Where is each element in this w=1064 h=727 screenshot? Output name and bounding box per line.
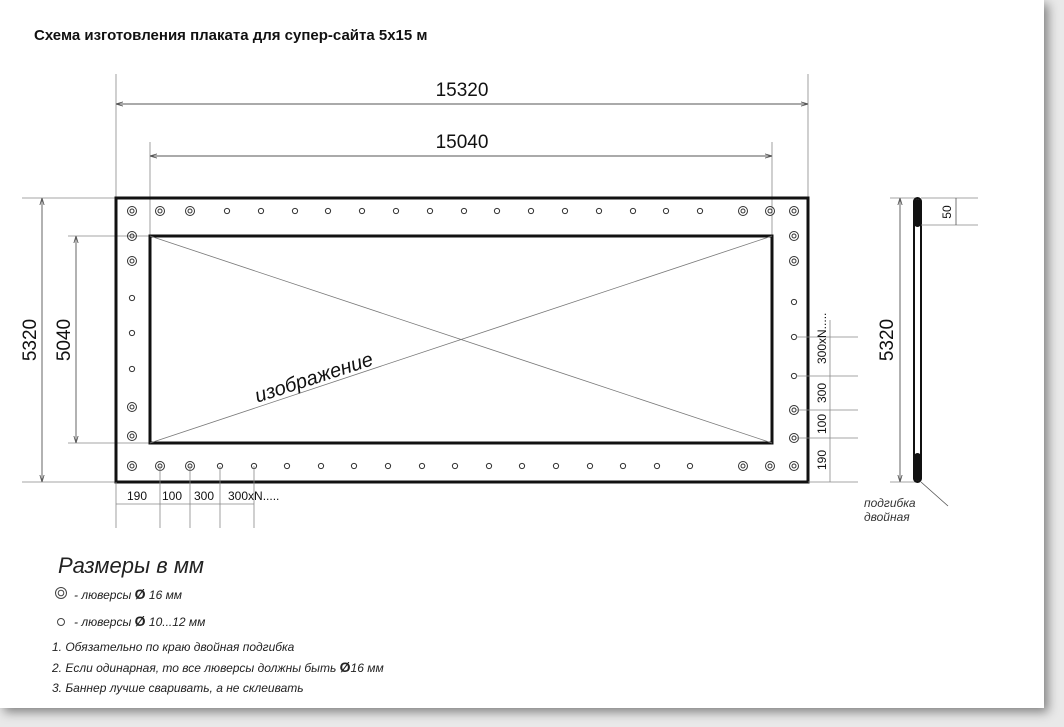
small-grommet bbox=[452, 463, 457, 468]
note-2 bbox=[52, 657, 384, 678]
large-grommet bbox=[128, 207, 137, 216]
large-grommet bbox=[766, 462, 775, 471]
note-3: 3. Баннер лучше сваривать, а не склеивать bbox=[52, 681, 304, 695]
large-grommet bbox=[739, 207, 748, 216]
bottom-dim-100: 100 bbox=[161, 489, 183, 503]
side-height-label: 5320 bbox=[877, 318, 898, 362]
large-grommet bbox=[739, 462, 748, 471]
small-grommet bbox=[292, 208, 297, 213]
fold-note-line2: двойная bbox=[864, 510, 910, 524]
right-dim-300xn: 300xN..... bbox=[815, 312, 829, 364]
dimension-lines bbox=[42, 104, 808, 482]
small-grommet bbox=[654, 463, 659, 468]
large-grommet-text: - люверсы bbox=[74, 588, 132, 602]
small-grommet bbox=[663, 208, 668, 213]
extension-lines bbox=[22, 74, 808, 482]
diameter-sign: Ø bbox=[134, 613, 146, 629]
note-2-text: 2. Если одинарная, то все люверсы должны быть bbox=[52, 661, 337, 675]
large-grommet bbox=[766, 207, 775, 216]
side-fold-label: 50 bbox=[940, 205, 954, 219]
small-grommet bbox=[519, 463, 524, 468]
small-grommet bbox=[318, 463, 323, 468]
small-grommet bbox=[553, 463, 558, 468]
small-grommet-text: - люверсы bbox=[74, 615, 132, 629]
large-grommet bbox=[128, 432, 137, 441]
small-grommet bbox=[791, 334, 796, 339]
large-grommet bbox=[790, 232, 799, 241]
small-grommet bbox=[224, 208, 229, 213]
small-grommet bbox=[486, 463, 491, 468]
outer-height-label: 5320 bbox=[20, 318, 41, 362]
large-grommet bbox=[790, 207, 799, 216]
image-label: изображение bbox=[252, 348, 376, 408]
small-grommet bbox=[791, 299, 796, 304]
large-grommet bbox=[790, 257, 799, 266]
note-2-size: 16 мм bbox=[350, 661, 384, 675]
small-grommet bbox=[587, 463, 592, 468]
small-grommet bbox=[697, 208, 702, 213]
small-grommet-icon bbox=[54, 613, 68, 627]
large-grommet bbox=[186, 207, 195, 216]
small-grommet bbox=[494, 208, 499, 213]
small-grommet bbox=[620, 463, 625, 468]
right-dim-190: 190 bbox=[815, 449, 829, 471]
small-grommet bbox=[791, 373, 796, 378]
legend bbox=[52, 553, 384, 695]
large-grommet bbox=[128, 462, 137, 471]
small-grommet bbox=[258, 208, 263, 213]
bottom-dim-300: 300 bbox=[193, 489, 215, 503]
small-grommet bbox=[284, 463, 289, 468]
small-grommet bbox=[687, 463, 692, 468]
small-grommet bbox=[129, 366, 134, 371]
diameter-sign: Ø bbox=[339, 659, 351, 675]
small-grommet bbox=[419, 463, 424, 468]
small-grommet-size: 10...12 мм bbox=[148, 615, 206, 629]
inner-width-label: 15040 bbox=[435, 132, 489, 153]
page-title: Схема изготовления плаката для супер-сайта 5х15 м bbox=[34, 27, 428, 44]
small-grommet bbox=[359, 208, 364, 213]
fold-note-line1: подгибка bbox=[864, 496, 916, 510]
right-dim-100: 100 bbox=[815, 413, 829, 435]
large-grommet bbox=[128, 257, 137, 266]
small-grommet bbox=[630, 208, 635, 213]
small-grommet bbox=[393, 208, 398, 213]
bottom-dim-190: 190 bbox=[126, 489, 148, 503]
small-grommet bbox=[325, 208, 330, 213]
side-view bbox=[890, 198, 978, 506]
large-grommet-size: 16 мм bbox=[148, 588, 183, 602]
small-grommet bbox=[385, 463, 390, 468]
inner-height-label: 5040 bbox=[54, 318, 75, 362]
right-dim-300: 300 bbox=[815, 382, 829, 404]
small-grommet bbox=[129, 330, 134, 335]
large-grommet bbox=[156, 207, 165, 216]
bottom-dim-300xn: 300xN..... bbox=[228, 489, 280, 503]
large-grommet bbox=[128, 403, 137, 412]
small-grommet bbox=[528, 208, 533, 213]
small-grommet bbox=[427, 208, 432, 213]
note-1: 1. Обязательно по краю двойная подгибка bbox=[52, 640, 295, 654]
large-grommet-icon bbox=[54, 586, 68, 600]
large-grommet bbox=[790, 462, 799, 471]
small-grommet bbox=[562, 208, 567, 213]
diameter-sign: Ø bbox=[134, 586, 146, 602]
legend-heading: Размеры в мм bbox=[58, 553, 205, 578]
notes-list bbox=[52, 637, 384, 698]
small-grommet bbox=[461, 208, 466, 213]
small-grommet bbox=[596, 208, 601, 213]
small-grommet bbox=[129, 295, 134, 300]
outer-width-label: 15320 bbox=[435, 80, 489, 101]
small-grommet bbox=[351, 463, 356, 468]
